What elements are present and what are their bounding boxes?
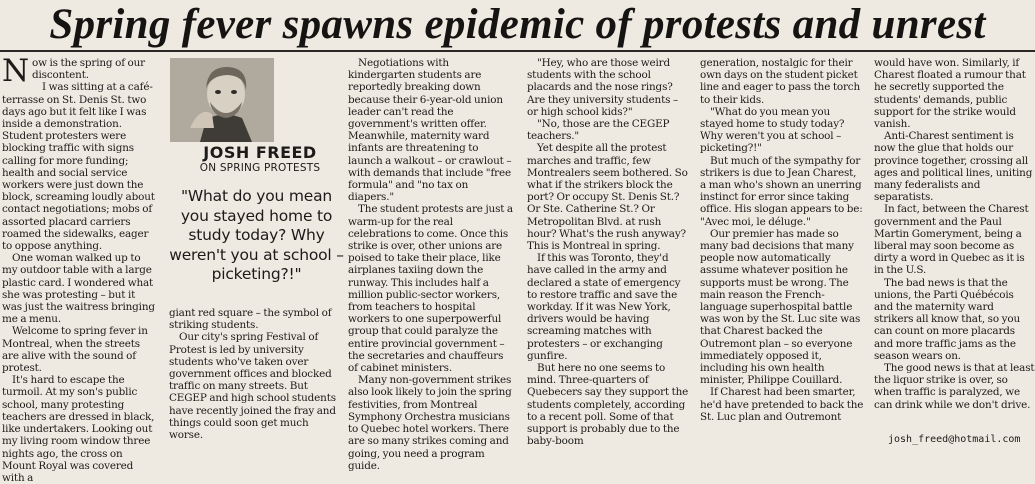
headline: Spring fever spawns epidemic of protests and unrest	[49, 1, 986, 48]
paragraph: Welcome to spring fever in Montreal, when the streets are alive with the sound of protest.	[2, 325, 148, 375]
column-1	[2, 53, 157, 484]
paragraph: In fact, between the Charest government and the Paul Martin Gomeryment, being a liberal may soon become as dirty a word in Quebec as it is in the U.S.	[874, 203, 1029, 277]
paragraph: It's hard to escape the turmoil. At my son's public school, many protesting teachers are dressed in black, like undertakers. Looking out my living room window three nights ago, the cross on Mount Royal was covered with a	[2, 374, 155, 484]
column-topic: ON SPRING PROTESTS	[199, 162, 321, 174]
paragraph: Negotiations with kindergarten students are reportedly breaking down because their 6-year-old union leader can't read the government's written offer. Meanwhile, maternity ward infants are threatening to launch a walkout – or crawlout – with demands that include "free formula" and "no tax on diapers."	[348, 57, 512, 204]
author-email: josh_freed@hotmail.com	[888, 434, 1021, 445]
paragraph: I was sitting at a café-terrasse on St. Denis St. two days ago but it felt like I was inside a demonstration. Student protesters were blocking traffic with signs calling for more funding; health and social service workers were just down the block, screaming loudly about contact negotiations; mobs of assorted placard carriers roamed the sidewalks, eager to oppose anything.	[2, 81, 155, 253]
paragraph: The bad news is that the unions, the Parti Québécois and the maternity ward strikers all know that, so you can count on more placards and more traffic jams as the season wears on.	[874, 276, 1020, 362]
byline	[180, 143, 340, 175]
paragraph: giant red square – the symbol of striking students.	[169, 307, 332, 332]
author-portrait-icon	[170, 58, 274, 142]
paragraph: But here no one seems to mind. Three-quarters of Quebecers say they support the students completely, according to a recent poll. Some of that support is probably due to the baby-boom	[527, 362, 689, 448]
column-5	[700, 57, 864, 449]
paragraph: But much of the sympathy for strikers is due to Jean Charest, a man who's shown an unerring instinct for error since taking office. His slogan appears to be: "Avec moi, le déluge."	[700, 154, 863, 228]
paragraph: "What do you mean you stayed home to study today? Why weren't you at school – picketing?!"	[700, 105, 845, 155]
author-name: JOSH FREED	[203, 143, 317, 162]
paragraph: If Charest had been smarter, he'd have pretended to back the St. Luc plan and Outremont	[700, 386, 864, 423]
author-photo	[170, 58, 274, 142]
paragraph: If this was Toronto, they'd have called in the army and declared a state of emergency to restore traffic and save the workday. If it was New York, drivers would be having screaming matches with protesters – or exchanging gunfire.	[527, 252, 681, 362]
column-4	[527, 57, 689, 449]
paragraph: Anti-Charest sentiment is now the glue that holds our province together, crossing all ages and political lines, uniting many federalists and separatists.	[874, 130, 1033, 204]
paragraph: Many non-government strikes also look likely to join the spring festivities, from Montreal Symphony Orchestra musicians to Quebec hotel workers. There are so many strikes coming and going, you need a program guide.	[348, 374, 512, 472]
paragraph: "No, those are the CEGEP teachers."	[527, 118, 670, 143]
paragraph: The good news is that at least the liquor strike is over, so when traffic is paralyzed, we can drink while we don't drive.	[874, 362, 1035, 411]
lead-paragraph	[2, 53, 157, 89]
paragraph: generation, nostalgic for their own days on the student picket line and eager to pass the torch to their kids.	[700, 57, 861, 106]
paragraph: One woman walked up to my outdoor table with a large plastic card. I wondered what she was protesting – but it was just the waitress bringing me a menu.	[2, 252, 155, 326]
pull-quote: "What do you mean you stayed home to study today? Why weren't you at school – picketing?!"	[169, 187, 344, 283]
headline-rule	[0, 50, 1035, 52]
lead-text: ow is the spring of our discontent.	[31, 57, 146, 82]
column-3	[348, 57, 515, 472]
paragraph: The student protests are just a warm-up for the real celebrations to come. Once this strike is over, other unions are poised to take their place, like airplanes taxiing down the runway. This includes half a million public-sector workers, from teachers to hospital workers to one superpowerful group that could paralyze the entire provincial government – the secretaries and chauffeurs of cabinet ministers.	[348, 203, 513, 375]
column-2	[169, 307, 340, 449]
column-6	[874, 57, 1035, 449]
paragraph: would have won. Similarly, if Charest floated a rumour that he secretly supported the students' demands, public support for the strike would vanish.	[874, 57, 1026, 131]
paragraph: Our city's spring Festival of Protest is led by university students who've taken over government offices and blocked traffic on many streets. But CEGEP and high school students have recently joined the fray and things could soon get much worse.	[169, 331, 336, 442]
paragraph: Yet despite all the protest marches and traffic, few Montrealers seem bothered. So what if the strikers block the port? Or occupy St. Denis St.? Or Ste. Catherine St.? Or Metropolitan Blvd. at rush hour? What's the rush anyway? This is Montreal in spring.	[527, 142, 688, 253]
paragraph: "Hey, who are those weird students with the school placards and the nose rings? Are they university students – or high school kids?"	[527, 57, 679, 118]
paragraph: Our premier has made so many bad decisions that many people now automatically assume whatever position he supports must be wrong. The main reason the French-language superhospital battle was won by the St. Luc site was that Charest backed the Outremont plan – so everyone immediately opposed it, including his own health minister, Philippe Couillard.	[700, 227, 861, 387]
drop-cap: N	[2, 53, 29, 89]
